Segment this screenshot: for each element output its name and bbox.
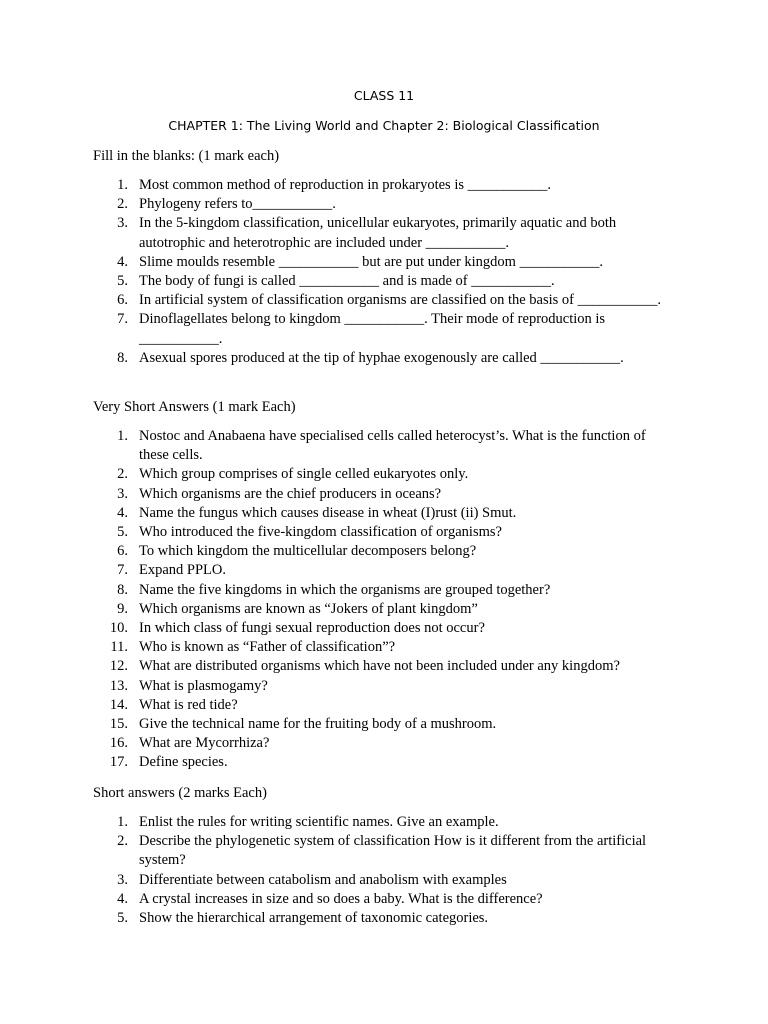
item-text: Asexual spores produced at the tip of hyphae exogenously are called ___________. [139,349,624,366]
item-text: Which organisms are the chief producers in oceans? [139,485,442,502]
item-number: 5. [117,273,128,290]
item-text: Slime moulds resemble ___________ but are put under kingdom ___________. [139,253,603,270]
item-text: Define species. [139,754,228,771]
list-item [0,427,669,465]
item-number: 3. [117,215,128,232]
item-text: Which group comprises of single celled eukaryotes only. [139,466,469,483]
section-title-short-answers: Short answers (2 marks Each) [93,785,267,801]
list-item [0,638,669,657]
fill-blanks-list [0,176,768,368]
short-answers-list [0,813,768,928]
list-item [0,657,669,676]
list-item [0,542,669,561]
item-text: Describe the phylogenetic system of classification How is it different from the artificial system? [139,833,647,869]
item-text: A crystal increases in size and so does a baby. What is the difference? [139,890,543,907]
item-text: Name the fungus which causes disease in wheat (I)rust (ii) Smut. [139,504,517,521]
item-text: What are distributed organisms which have not been included under any kingdom? [139,658,620,675]
item-number: 6. [117,543,128,560]
list-item [0,272,669,291]
list-item [0,195,669,214]
item-text: In artificial system of classification organisms are classified on the basis of ___________. [139,292,662,309]
item-number: 7. [117,562,128,579]
list-item [0,813,669,832]
item-text: In the 5-kingdom classification, unicellular eukaryotes, primarily aquatic and both autotrophic and heterotrophic are included under ___________. [139,215,617,251]
list-item [0,485,669,504]
item-number: 2. [117,466,128,483]
item-text: Who introduced the five-kingdom classification of organisms? [139,524,502,541]
item-text: In which class of fungi sexual reproduction does not occur? [139,620,485,637]
list-item [0,465,669,484]
item-text: What is red tide? [139,696,238,713]
item-number: 1. [117,814,128,830]
item-text: Name the five kingdoms in which the organisms are grouped together? [139,581,551,598]
item-number: 14. [109,696,128,713]
item-text: Give the technical name for the fruiting body of a mushroom. [139,716,497,733]
item-text: Dinoflagellates belong to kingdom ___________. Their mode of reproduction is ___________. [139,311,606,347]
item-text: Nostoc and Anabaena have specialised cells called heterocyst’s. What is the function of these cells. [139,428,646,464]
item-text: Most common method of reproduction in prokaryotes is ___________. [139,177,551,193]
very-short-answers-list [0,427,768,773]
list-item [0,176,669,195]
item-number: 9. [117,600,128,617]
item-text: To which kingdom the multicellular decomposers belong? [139,543,477,560]
list-item [0,753,669,772]
item-number: 5. [117,524,128,541]
section-title-fill-blanks: Fill in the blanks: (1 mark each) [93,148,280,164]
list-item [0,349,669,368]
list-item [0,291,669,310]
list-item [0,890,669,909]
list-item [0,832,669,870]
item-number: 8. [117,581,128,598]
list-item [0,214,669,252]
item-number: 1. [117,177,128,193]
item-number: 10. [109,620,128,637]
item-number: 4. [117,890,128,907]
list-item [0,734,669,753]
list-item [0,696,669,715]
item-text: Who is known as “Father of classification”? [139,639,396,656]
item-text: The body of fungi is called ___________ and is made of ___________. [139,273,555,290]
item-number: 2. [117,196,128,213]
chapter-title: CHAPTER 1: The Living World and Chapter 2: Biological Classification [168,118,600,133]
item-number: 3. [117,485,128,502]
item-number: 15. [109,716,128,733]
list-item [0,253,669,272]
list-item [0,909,669,928]
list-item [0,310,669,348]
item-number: 6. [117,292,128,309]
item-number: 4. [117,253,128,270]
list-item [0,619,669,638]
item-number: 13. [109,677,128,694]
item-number: 11. [110,639,128,656]
item-number: 5. [117,910,128,927]
item-text: What are Mycorrhiza? [139,735,270,752]
item-number: 4. [117,504,128,521]
list-item [0,523,669,542]
item-number: 17. [109,754,128,771]
item-text: Which organisms are known as “Jokers of plant kingdom” [139,600,478,617]
item-text: Differentiate between catabolism and anabolism with examples [139,871,507,888]
item-number: 16. [109,735,128,752]
item-text: What is plasmogamy? [139,677,268,694]
item-number: 1. [117,428,128,444]
list-item [0,581,669,600]
list-item [0,677,669,696]
item-text: Show the hierarchical arrangement of taxonomic categories. [139,910,489,927]
section-title-very-short-answers: Very Short Answers (1 mark Each) [93,399,296,415]
item-number: 8. [117,349,128,366]
list-item [0,561,669,580]
list-item [0,871,669,890]
item-number: 12. [109,658,128,675]
item-number: 2. [117,833,128,850]
item-text: Phylogeny refers to___________. [139,196,336,213]
list-item [0,600,669,619]
list-item [0,715,669,734]
item-text: Expand PPLO. [139,562,226,579]
item-number: 3. [117,871,128,888]
class-title: CLASS 11 [353,88,415,103]
item-number: 7. [117,311,128,328]
list-item [0,504,669,523]
item-text: Enlist the rules for writing scientific names. Give an example. [139,814,499,830]
